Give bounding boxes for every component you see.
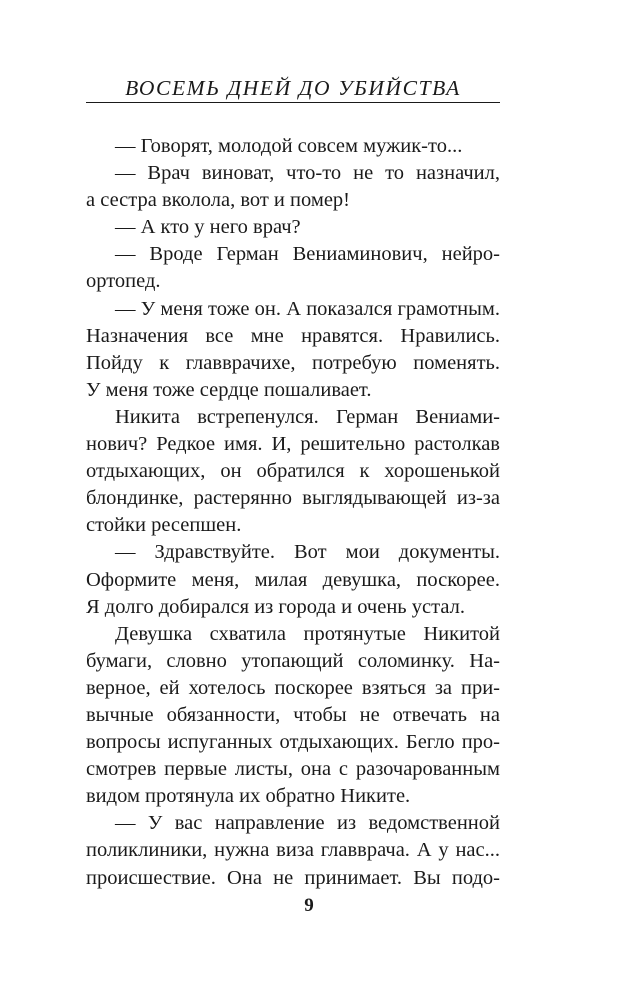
running-header [86,68,500,103]
text-line: Пойду к главврачихе, потребую поменять. [86,351,500,374]
text-line: — У вас направление из ведомственной [115,812,500,835]
text-line: У меня тоже сердце пошаливает. [86,378,372,401]
page-number: 9 [304,895,314,916]
text-line: отдыхающих, он обратился к хорошенькой [86,460,500,483]
running-header-title: ВОСЕМЬ ДНЕЙ ДО УБИЙСТВА [125,76,461,100]
text-line: Назначения все мне нравятся. Нравились. [86,324,500,347]
text-line: — У меня тоже он. А показался грамотным. [115,297,500,320]
text-line: видом протянула их обратно Никите. [86,785,411,808]
text-line: — Вроде Герман Вениаминович, нейро- [115,243,500,266]
text-line: ортопед. [86,270,161,293]
text-line: — Врач виноват, что-то не то назначил, [115,162,500,185]
text-line: блондинке, растерянно выглядывающей из-за [86,487,500,510]
text-line: верное, ей хотелось поскорее взяться за при- [86,676,500,699]
text-line: а сестра вколола, вот и помер! [86,189,351,212]
text-line: происшествие. Она не принимает. Вы подо- [86,866,500,889]
text-line: поликлиники, нужна виза главврача. А у нас... [86,839,500,862]
text-line: Девушка схватила протянутые Никитой [115,622,500,645]
text-line: — А кто у него врач? [115,216,301,239]
text-line: смотрев первые листы, она с разочарованным [86,758,500,781]
text-line: Никита встрепенулся. Герман Вениами- [115,405,500,428]
text-line: Оформите меня, милая девушка, поскорее. [86,568,500,591]
text-line: нович? Редкое имя. И, решительно растолкав [86,433,500,456]
text-line: Я долго добирался из города и очень устал. [86,595,465,618]
text-line: — Здравствуйте. Вот мои документы. [115,541,500,564]
text-line: — Говорят, молодой совсем мужик-то... [115,135,463,157]
text-line: стойки ресепшен. [86,514,242,537]
text-line: вопросы испуганных отдыхающих. Бегло про- [86,731,500,754]
body-text [86,133,500,892]
text-line: бумаги, словно утопающий соломинку. На- [86,649,500,672]
text-line: вычные обязанности, чтобы не отвечать на [86,703,500,726]
